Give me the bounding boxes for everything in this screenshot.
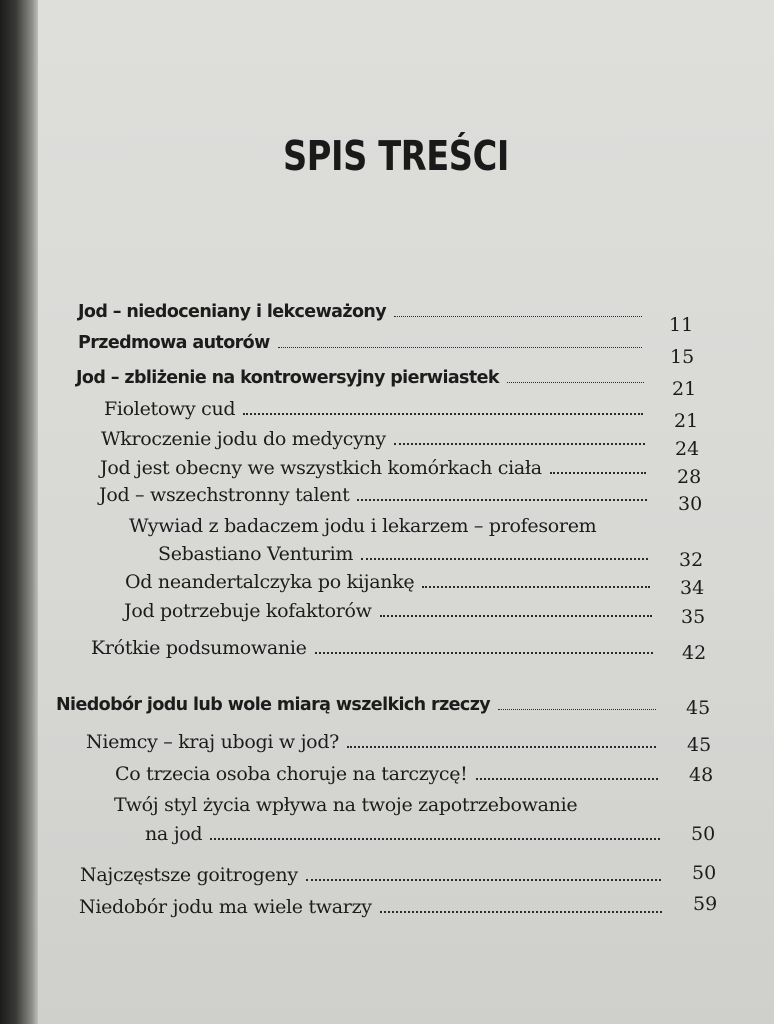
leader-dots [380,909,662,913]
page-title: SPIS TREŚCI [283,132,509,180]
toc-entry[interactable] [56,695,662,715]
toc-entry-label: Wkroczenie jodu do medycyny [101,428,386,450]
toc-page-number: 28 [677,466,702,488]
leader-dots [243,411,643,415]
leader-dots [498,707,656,710]
toc-entry-label: Od neandertalczyka po kijankę [125,571,415,593]
toc-page-number: 34 [680,577,705,599]
toc-entry[interactable] [101,428,651,450]
toc-entry[interactable] [145,823,666,845]
leader-dots [361,556,648,560]
toc-entry[interactable] [99,484,653,506]
leader-dots [550,470,646,474]
leader-dots [347,744,656,748]
toc-entry-label: Co trzecia osoba choruje na tarczycę! [115,763,468,785]
toc-entry-label: Fioletowy cud [104,398,236,420]
toc-entry-label: Krótkie podsumowanie [91,637,307,659]
toc-entry[interactable] [125,571,656,593]
toc-entry-label: Najczęstsze goitrogeny [80,864,298,886]
toc-page-number: 11 [669,314,694,336]
leader-dots [394,441,645,445]
toc-entry-label: Niemcy – kraj ubogi w jod? [86,731,340,753]
toc-entry[interactable] [104,398,649,420]
toc-page-number: 21 [674,410,699,432]
toc-page-number: 42 [682,642,707,664]
toc-entry-label: Niedobór jodu lub wole miarą wszelkich rzeczy [56,695,491,715]
toc-entry-label: Przedmowa autorów [78,333,270,353]
toc-entry[interactable] [76,368,650,388]
toc-page-number: 59 [693,893,718,915]
toc-page-number: 32 [679,549,704,571]
leader-dots [357,497,647,501]
toc-entry-label: Jod – zbliżenie na kontrowersyjny pierwiastek [76,368,499,388]
toc-page-number: 50 [691,823,716,845]
leader-dots [315,650,653,654]
leader-dots [422,584,650,588]
toc-entry[interactable] [115,763,664,785]
toc-entry[interactable] [91,637,659,659]
toc-page-number: 48 [689,764,714,786]
leader-dots [380,613,652,617]
toc-entry[interactable] [80,864,667,886]
toc-entry-label-continued: Sebastiano Venturim [158,543,354,565]
toc-entry-label-continued: na jod [145,823,203,845]
leader-dots [306,877,661,881]
leader-dots [278,345,642,348]
toc-entry[interactable] [158,543,654,565]
toc-page-number: 30 [678,493,703,515]
toc-page-number: 24 [675,438,700,460]
toc-page-number: 50 [692,862,717,884]
toc-entry[interactable] [78,302,648,322]
toc-page-number: 45 [686,697,711,719]
toc-entry-label[interactable]: Wywiad z badaczem jodu i lekarzem – profesorem [129,515,597,537]
toc-entry[interactable] [124,600,658,622]
toc-entry-label: Jod – wszechstronny talent [99,484,350,506]
toc-entry-label: Jod potrzebuje kofaktorów [124,600,372,622]
book-spine [0,0,40,1024]
toc-page-number: 45 [687,734,712,756]
toc-entry[interactable] [79,896,668,918]
toc-page-number: 35 [681,606,706,628]
toc-entry-label: Jod jest obecny we wszystkich komórkach ciała [100,457,542,479]
toc-entry[interactable] [86,731,662,753]
toc-page-number: 21 [672,378,697,400]
leader-dots [476,776,659,780]
leader-dots [210,836,660,840]
toc-page-number: 15 [670,346,695,368]
leader-dots [394,314,642,317]
toc-entry-label: Niedobór jodu ma wiele twarzy [79,896,372,918]
leader-dots [507,380,644,383]
toc-entry-label: Jod – niedoceniany i lekceważony [78,302,387,322]
toc-entry[interactable] [100,457,652,479]
toc-entry-label[interactable]: Twój styl życia wpływa na twoje zapotrzebowanie [114,794,578,816]
toc-entry[interactable] [78,333,648,353]
